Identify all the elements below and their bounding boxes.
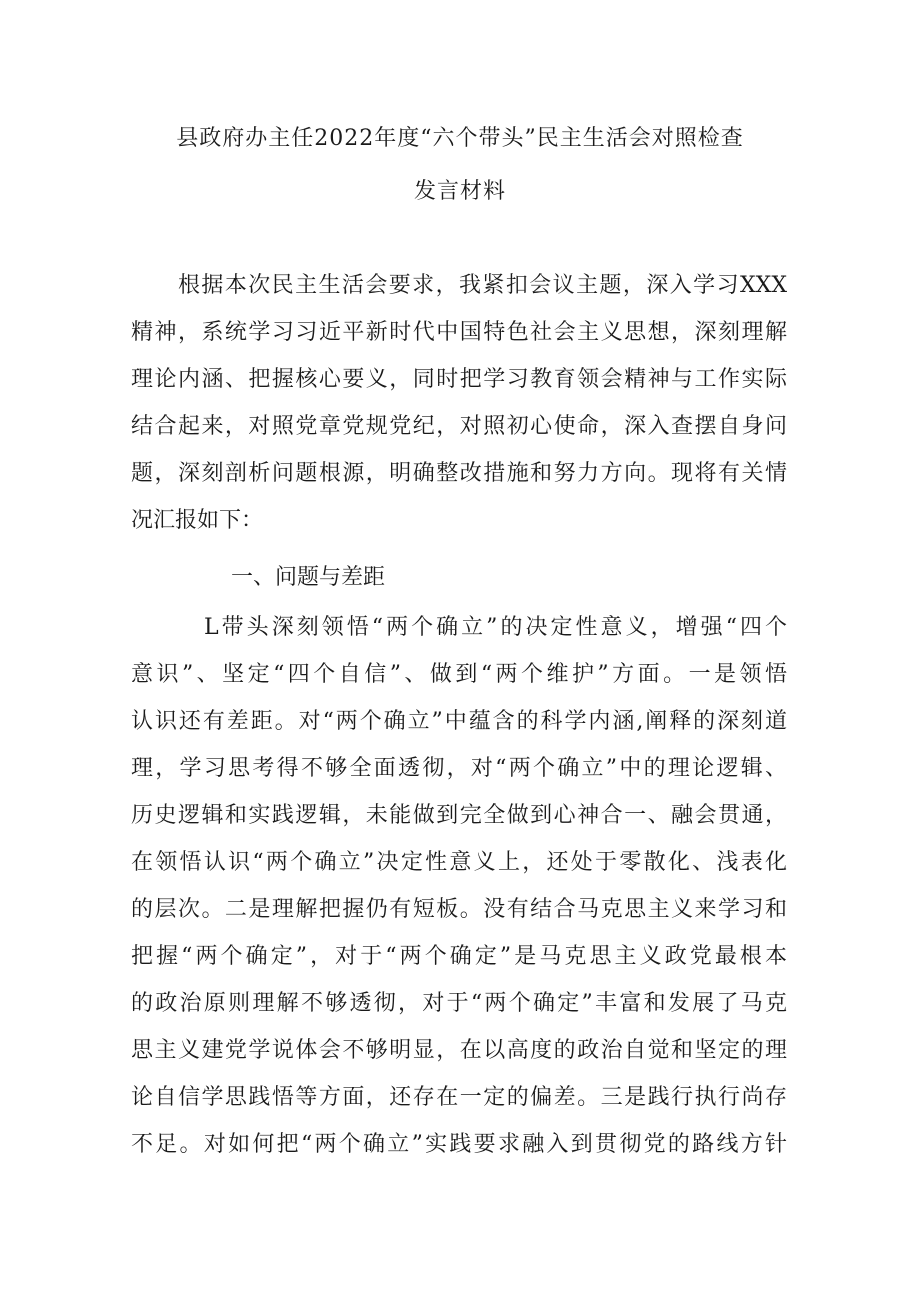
- body-line-7: 的层次。二是理解把握仍有短板。没有结合马克思主义来学习和: [131, 897, 787, 922]
- body-line-1: L带头深刻领悟“两个确立”的决定性意义，增强“四个: [204, 615, 787, 640]
- document-title-line-1: 县政府办主任2022年度“六个带头”民主生活会对照检查: [176, 126, 744, 151]
- section-heading: 一、问题与差距: [231, 565, 386, 590]
- body-line-11: 论自信学思践悟等方面，还存在一定的偏差。三是践行执行尚存: [131, 1085, 787, 1110]
- body-line-12: 不足。对如何把“两个确立”实践要求融入到贯彻党的路线方针: [131, 1132, 787, 1157]
- body-line-6: 在领悟认识“两个确立”决定性意义上，还处于零散化、浅表化: [131, 850, 787, 875]
- document-title-line-2: 发言材料: [413, 179, 506, 204]
- body-line-4: 理，学习思考得不够全面透彻，对“两个确立”中的理论逻辑、: [131, 756, 787, 781]
- intro-line-5: 题，深刻剖析问题根源，明确整改措施和努力方向。现将有关情: [131, 461, 787, 486]
- body-line-2: 意识”、坚定“四个自信”、做到“两个维护”方面。一是领悟: [131, 662, 787, 687]
- intro-line-2: 精神，系统学习习近平新时代中国特色社会主义思想，深刻理解: [131, 320, 787, 345]
- intro-line-3: 理论内涵、把握核心要义，同时把学习教育领会精神与工作实际: [131, 367, 787, 392]
- body-line-9: 的政治原则理解不够透彻，对于“两个确定”丰富和发展了马克: [131, 991, 787, 1016]
- body-line-5: 历史逻辑和实践逻辑，未能做到完全做到心神合一、融会贯通，: [131, 803, 787, 828]
- intro-line-1: 根据本次民主生活会要求，我紧扣会议主题，深入学习XXX: [178, 273, 787, 298]
- intro-line-6: 况汇报如下：: [131, 508, 264, 533]
- body-line-3: 认识还有差距。对“两个确立”中蕴含的科学内涵,阐释的深刻道: [131, 709, 787, 734]
- body-line-10: 思主义建党学说体会不够明显，在以高度的政治自觉和坚定的理: [131, 1038, 787, 1063]
- intro-line-4: 结合起来，对照党章党规党纪，对照初心使命，深入查摆自身问: [131, 414, 787, 439]
- body-line-8: 把握“两个确定”，对于“两个确定”是马克思主义政党最根本: [131, 944, 787, 969]
